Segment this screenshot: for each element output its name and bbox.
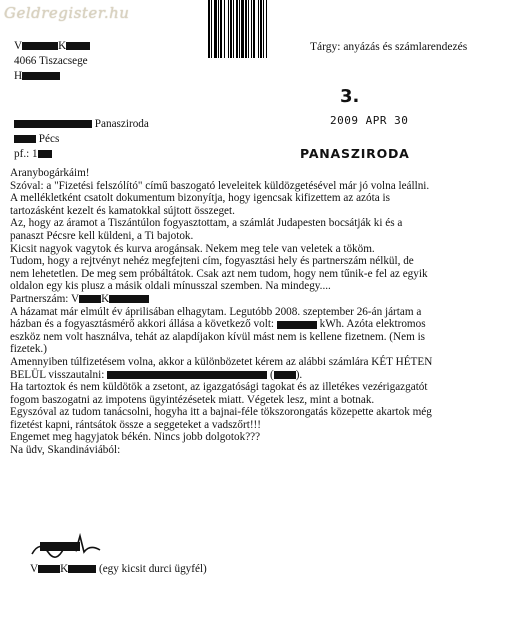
recipient-city: Pécs [14,133,59,146]
meter-reading-line: házban és a fogyasztásmérő akkori állása a következő volt: kWh. Azóta elektromos [10,318,426,331]
barcode-bar [241,0,244,58]
handwritten-signature [30,530,120,560]
body-line: eszköz nem volt használva, tehát az alapdíjakon kívül mást nem is kellene fizetnem. (Nem is [10,330,426,343]
bank-account-line: BELÜL visszautalni: ( ). [10,368,303,381]
redacted-meter-value [277,321,317,329]
barcode-bar [230,0,232,58]
barcode-bar [228,0,229,58]
body-line: Ha tartoztok és nem küldötök a zsetont, az igazgatósági tagokat és az illetékes vezérigazgatót [10,381,428,394]
barcode-bar [208,0,210,58]
body-line: Aranybogárkáim! [10,167,90,179]
barcode-bar [266,0,267,58]
redacted-name [38,565,60,573]
stamp-department: PANASZIRODA [300,146,410,161]
body-line: fogom baszogatni az impotens ügyintézésetek miatt. Végetek lesz, mint a botnak. [10,393,375,406]
recipient-pobox: pf.: 1 [14,148,52,161]
body-line: Az, hogy az áramot a Tiszántúlon fogyasztottam, a számlát Judapesten bocsátják ki és a [10,217,403,230]
sender-name: V K [14,40,90,53]
partner-number-line: Partnerszám: V K [10,293,502,306]
barcode-bar [211,0,212,58]
redacted-partner [79,295,101,303]
barcode-bar [233,0,234,58]
body-line: Szóval: a "Fizetési felszólító" című baszogató leveleitek küldözgetésével már jó volna leállni. [10,179,430,192]
body-line: fizetést kapni, rántsátok össze a seggeteket a vadszőrt!!! [10,418,261,431]
barcode-bar [220,0,222,58]
barcode-bar [251,0,252,58]
redacted-bank [274,371,296,379]
stamp-date: 2009 APR 30 [330,114,409,127]
signature-name: V K (egy kicsit durci ügyfél) [30,563,207,575]
body-line: Engemet meg hagyjatok békén. Nincs jobb dolgotok??? [10,431,261,444]
body-line: Na üdv, Skandináviából: [10,444,121,457]
barcode-bar [236,0,238,58]
body-line: A mellékletként csatolt dokumentum bizonyítja, hogy igencsak kifizettem az azóta is [10,192,390,205]
barcode-bar [260,0,262,58]
body-line: Egyszóval az tudom tanácsolni, hogyha itt a bajnai-féle tökszorongatás közepette akartok még [10,406,432,419]
redacted-street [22,72,60,80]
body-line: Amennyiben túlfizetésem volna, akkor a különbözetet kérem az alábbi számlára KÉT HÉTEN [10,355,433,368]
body-line: Tudom, hogy a rejtvényt nehéz megfejteni cím, fogyasztási hely és partnerszám nélkül, de [10,255,414,268]
body-line: panaszt Pécsre kell küldeni, a Ti bajotok. [10,229,194,242]
redacted-pobox [38,150,52,158]
body-line: nem lehetetlen. De meg sem próbáltátok. Csak azt nem tudom, hogy nem tűnik-e fel az egyik [10,267,428,280]
barcode [208,0,298,60]
barcode-bar [218,0,219,58]
stamp-number: 3. [340,86,360,107]
sender-city: 4066 Tiszacsege [14,55,88,67]
barcode-bar [258,0,259,58]
letter-body [10,167,502,457]
body-line: A házamat már elmúlt év áprilisában elhagytam. Legutóbb 2008. szeptember 26-án jártam a [10,305,422,318]
barcode-bar [263,0,264,58]
barcode-bar [248,0,249,58]
redacted-zip [14,135,36,143]
redacted-name [22,42,58,50]
watermark-logo: Geldregister.hu [4,4,130,22]
redacted-company [14,120,92,128]
barcode-bar [214,0,217,58]
barcode-bar [224,0,225,58]
redacted-name [68,565,96,573]
redacted-partner [109,295,149,303]
redacted-account [107,371,267,379]
body-line: tartozásként kezelt és kamatokkal sújtott összeget. [10,204,235,217]
subject-line: Tárgy: anyázás és számlarendezés [310,41,468,53]
sender-street: H [14,70,60,83]
barcode-bar [245,0,247,58]
body-line: fizetek.) [10,343,47,356]
body-line: oldalon egy kis plusz a másik oldali mínusszal szemben. Na mindegy.... [10,280,331,293]
recipient-office: Panasziroda [14,118,149,131]
barcode-bar [253,0,255,58]
redacted-name [66,42,90,50]
barcode-bar [239,0,240,58]
body-line: Kicsit nagyok vagytok és kurva arogánsak. Nekem meg tele van veletek a tököm. [10,242,375,255]
